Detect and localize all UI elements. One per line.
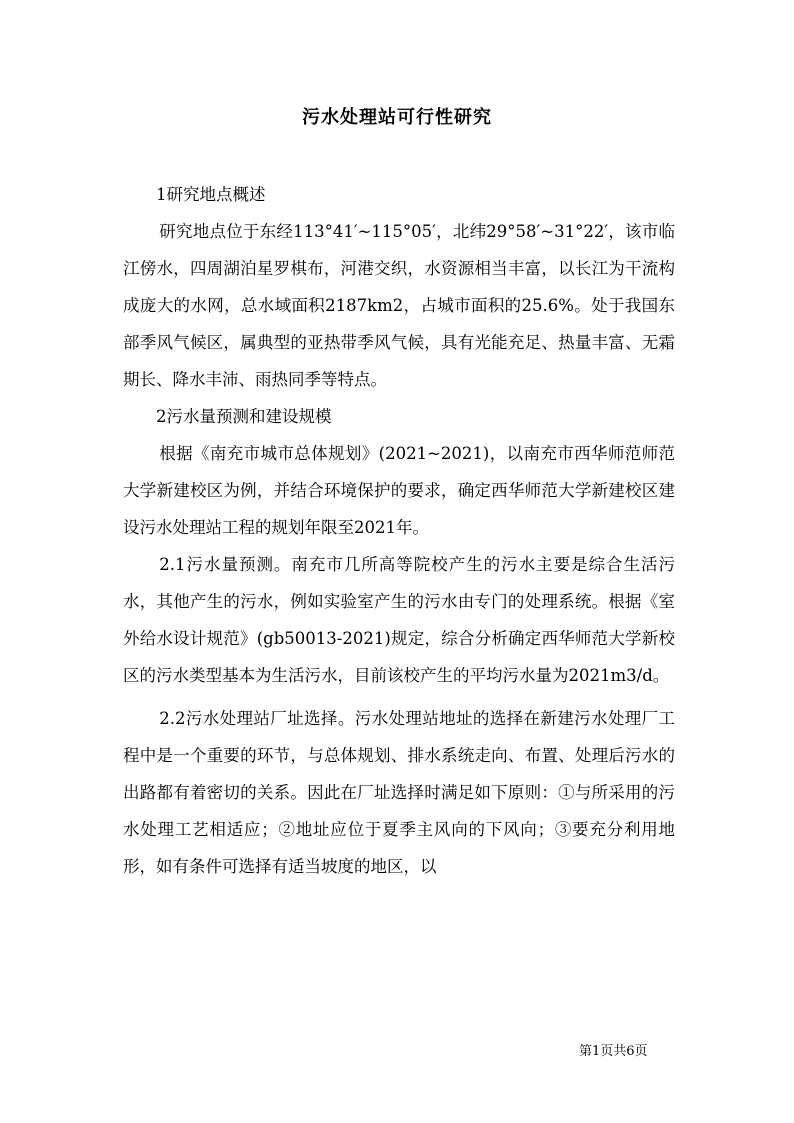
page-footer: 第1页共6页 [579, 1044, 648, 1059]
paragraph-site-selection: 2.2污水处理站厂址选择。污水处理站地址的选择在新建污水处理厂工程中是一个重要的环节，与总体规划、排水系统走向、布置、处理后污水的出路都有着密切的关系。因此在厂址选择时满足如下原则：①与所采用的污水处理工艺相适应；②地址应位于夏季主风向的下风向；③要充分利用地形，如有条件可选择有适当坡度的地区，以 [123, 709, 675, 876]
section-heading-1: 1研究地点概述 [156, 185, 266, 204]
paragraph-sewage-forecast: 2.1污水量预测。南充市几所高等院校产生的污水主要是综合生活污水，其他产生的污水，例如实验室产生的污水由专门的处理系统。根据《室外给水设计规范》(gb50013-2021)规定，综合分析确定西华师范大学新校区的污水类型基本为生活污水，目前该校产生的平均污水量为2021m3/d。 [123, 555, 675, 685]
document-title: 污水处理站可行性研究 [302, 107, 492, 128]
document-body [123, 176, 675, 885]
section-heading-2: 2污水量预测和建设规模 [156, 407, 332, 426]
paragraph-location: 研究地点位于东经113°41′~115°05′，北纬29°58′~31°22′，该市临江傍水，四周湖泊星罗棋布，河港交织，水资源相当丰富，以长江为干流构成庞大的水网，总水域面积2187km2，占城市面积的25.6%。处于我国东部季风气候区，属典型的亚热带季风气候，具有光能充足、热量丰富、无霜期长、降水丰沛、雨热同季等特点。 [123, 222, 675, 389]
paragraph-planning: 根据《南充市城市总体规划》(2021~2021)，以南充市西华师范师范大学新建校区为例，并结合环境保护的要求，确定西华师范大学新建校区建设污水处理站工程的规划年限至2021年。 [123, 444, 675, 537]
